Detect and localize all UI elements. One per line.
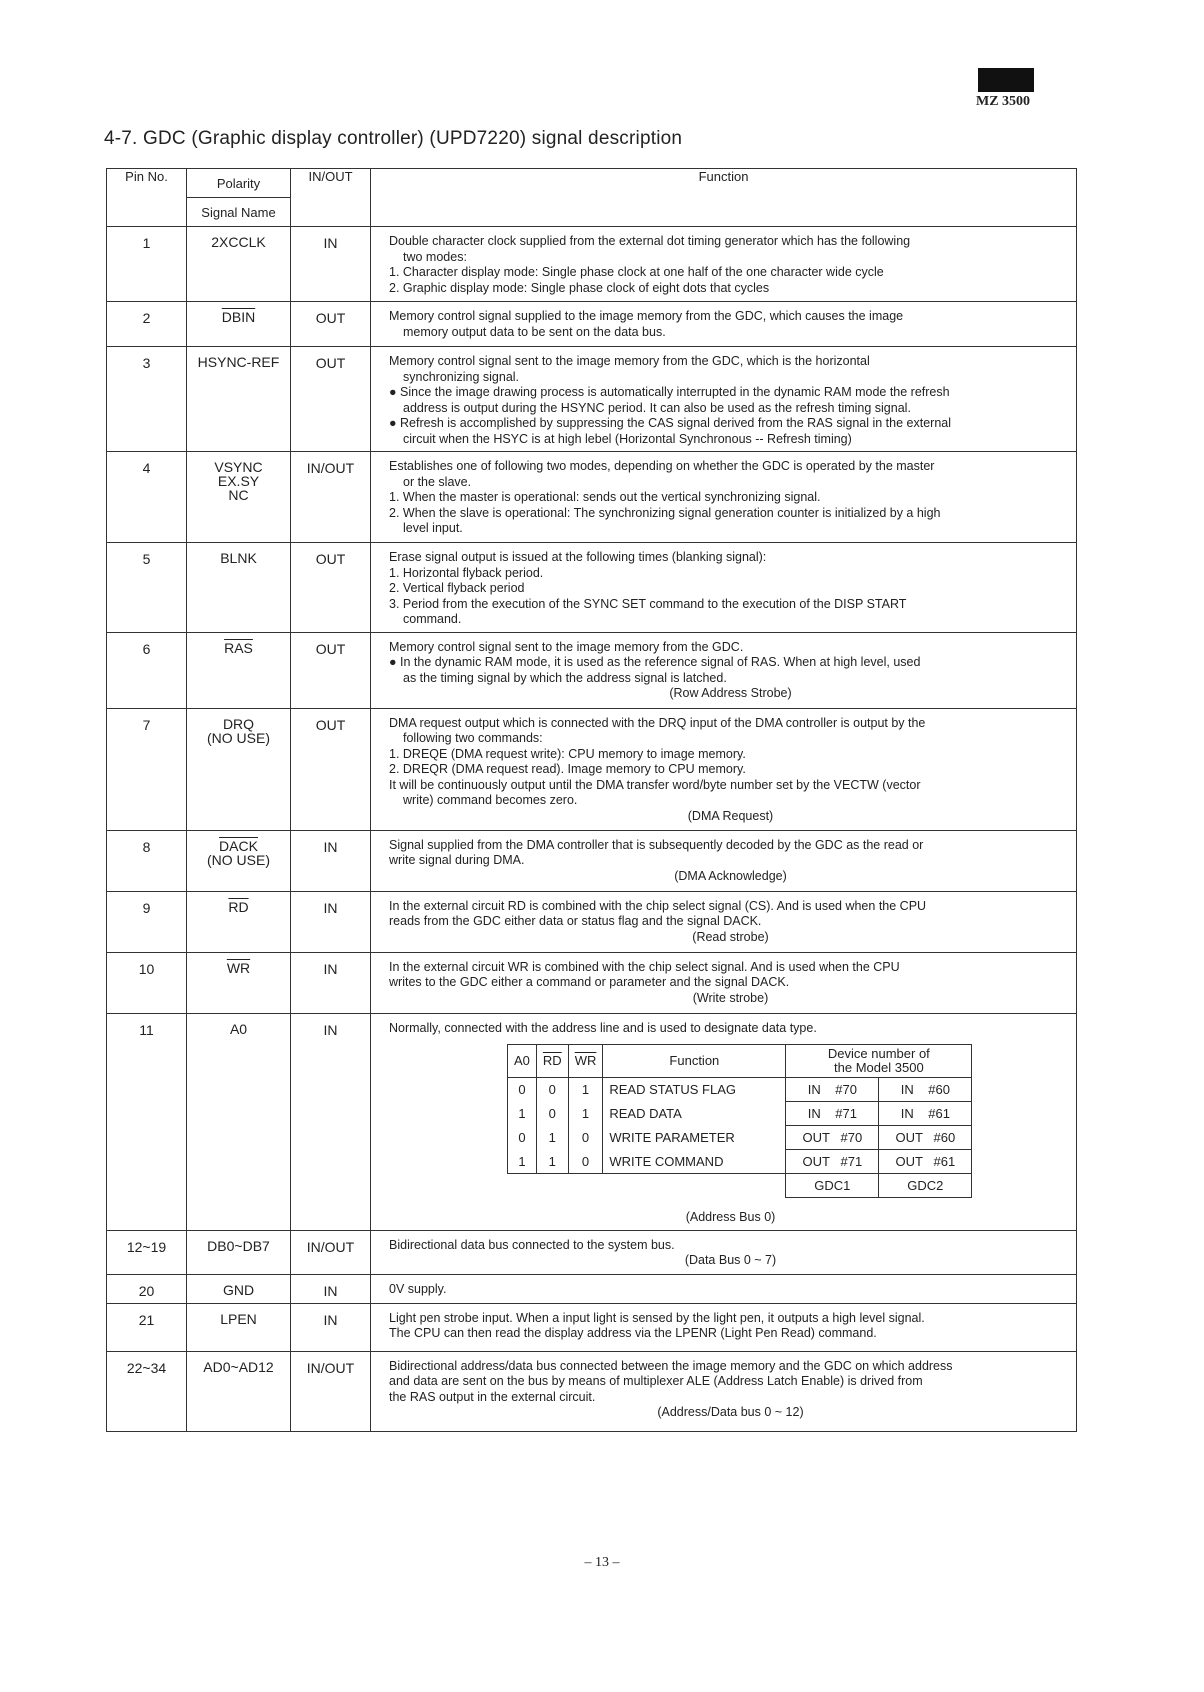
- signal-cell: [187, 708, 291, 830]
- sub-gdc2: OUT #61: [879, 1150, 972, 1174]
- function-cell: [371, 952, 1077, 1013]
- function-cell: [371, 347, 1077, 452]
- function-line: Signal supplied from the DMA controller that is subsequently decoded by the GDC as the read or: [389, 837, 924, 852]
- table-row: [107, 708, 1077, 830]
- function-cell: [371, 227, 1077, 302]
- pin-cell: 20: [107, 1274, 187, 1303]
- sub-row: [508, 1150, 972, 1174]
- model-label: MZ 3500: [976, 94, 1031, 109]
- section-title: 4-7. GDC (Graphic display controller) (UPD7220) signal description: [104, 128, 683, 149]
- signal-name: LPEN: [220, 1310, 257, 1327]
- signal-name: EX.SY: [217, 473, 260, 489]
- pin-cell: 11: [107, 1013, 187, 1230]
- signal-name: DACK: [219, 837, 258, 854]
- function-line: It will be continuously output until the DMA transfer word/byte number set by the VECTW (vector: [389, 777, 921, 792]
- table-row: [107, 830, 1077, 891]
- function-line: 2. Vertical flyback period: [389, 581, 525, 595]
- function-line: Bidirectional address/data bus connected between the image memory and the GDC on which address: [389, 1358, 953, 1373]
- table-row: [107, 227, 1077, 302]
- function-line: 2. DREQR (DMA request read). Image memory to CPU memory.: [389, 762, 746, 776]
- sub-wr: 0: [568, 1126, 603, 1150]
- sub-head-rd: $\overline{RD}$: [536, 1045, 568, 1078]
- io-cell: IN/OUT: [291, 1230, 371, 1274]
- function-line: writes to the GDC either a command or parameter and the signal DACK.: [389, 975, 790, 989]
- sub-head-device-l2: the Model 3500: [834, 1060, 924, 1075]
- sub-gdc2: IN #60: [879, 1078, 972, 1102]
- signal-cell: [187, 891, 291, 952]
- function-line: (Address Bus 0): [685, 1210, 776, 1224]
- pin-cell: 2: [107, 302, 187, 347]
- function-cell: [371, 891, 1077, 952]
- signal-cell: [187, 1230, 291, 1274]
- col-function: Function: [371, 169, 1077, 227]
- sub-row: [508, 1078, 972, 1102]
- signal-name: GND: [222, 1281, 255, 1298]
- function-line: Erase signal output is issued at the following times (blanking signal):: [389, 550, 767, 564]
- signal-name: $\overline{RAS}$: [224, 639, 253, 656]
- table-row: [107, 1351, 1077, 1431]
- function-line: The CPU can then read the display address via the LPENR (Light Pen Read) command.: [389, 1326, 877, 1340]
- function-line: Normally, connected with the address line and is used to designate data type.: [389, 1020, 817, 1035]
- function-line: Memory control signal sent to the image memory from the GDC.: [389, 639, 744, 654]
- signal-cell: [187, 227, 291, 302]
- function-line: and data are sent on the bus by means of multiplexer ALE (Address Latch Enable) is drived from: [389, 1374, 923, 1388]
- pin-cell: 3: [107, 347, 187, 452]
- signal-cell: [187, 952, 291, 1013]
- sub-row: [508, 1126, 972, 1150]
- signal-cell: [187, 347, 291, 452]
- sub-gdc2-label: GDC2: [879, 1174, 972, 1198]
- function-line: address is output during the HSYNC period. It can also be used as the refresh timing signal.: [403, 400, 911, 415]
- function-line: write) command becomes zero.: [403, 793, 578, 807]
- io-cell: IN: [291, 227, 371, 302]
- function-line: 0V supply.: [389, 1281, 447, 1296]
- function-line: as the timing signal by which the address signal is latched.: [403, 670, 727, 685]
- signal-name: DBIN: [221, 309, 256, 325]
- col-pin: Pin No.: [107, 169, 187, 227]
- io-cell: IN: [291, 1274, 371, 1303]
- io-cell: OUT: [291, 632, 371, 708]
- signal-name: BLNK: [220, 550, 257, 566]
- pin-cell: 1: [107, 227, 187, 302]
- sub-a0: 0: [508, 1078, 537, 1102]
- signal-cell: [187, 452, 291, 543]
- signal-name: (NO USE): [207, 851, 270, 868]
- signal-name: 2XCCLK: [211, 234, 266, 250]
- sub-wr: 1: [568, 1102, 603, 1126]
- sub-gdc2: OUT #60: [879, 1126, 972, 1150]
- function-line: (Row Address Strobe): [669, 686, 792, 700]
- function-line: ● Since the image drawing process is automatically interrupted in the dynamic RAM mode the refresh: [389, 385, 950, 399]
- table-row: [107, 891, 1077, 952]
- function-line: level input.: [403, 521, 463, 535]
- function-cell: [371, 1351, 1077, 1431]
- function-cell: [371, 302, 1077, 347]
- signal-cell: [187, 830, 291, 891]
- function-cell: [371, 1013, 1077, 1230]
- function-line: In the external circuit RD is combined with the chip select signal (CS). And is used when the CPU: [389, 898, 927, 913]
- col-polarity-signal: [187, 169, 291, 227]
- sub-row: [508, 1102, 972, 1126]
- function-line: 1. Horizontal flyback period.: [389, 565, 544, 580]
- sub-a0: 1: [508, 1150, 537, 1174]
- table-row: [107, 452, 1077, 543]
- sub-fn: READ DATA: [603, 1102, 786, 1126]
- function-line: two modes:: [403, 249, 467, 264]
- function-cell: [371, 543, 1077, 633]
- pin-cell: 5: [107, 543, 187, 633]
- sub-fn: WRITE PARAMETER: [603, 1126, 786, 1150]
- page-number: – 13 –: [584, 1555, 620, 1570]
- signal-name: A0: [229, 1020, 248, 1037]
- function-line: Light pen strobe input. When a input light is sensed by the light pen, it outputs a high level signal.: [389, 1310, 925, 1325]
- sub-fn: READ STATUS FLAG: [603, 1078, 786, 1102]
- io-cell: OUT: [291, 302, 371, 347]
- function-line: following two commands:: [403, 731, 543, 745]
- function-line: In the external circuit WR is combined with the chip select signal. And is used when the CPU: [389, 959, 900, 974]
- signal-cell: [187, 1013, 291, 1230]
- io-cell: IN/OUT: [291, 452, 371, 543]
- sub-head-a0: A0: [508, 1045, 537, 1078]
- signal-name: NC: [228, 487, 249, 503]
- table-row: [107, 543, 1077, 633]
- function-line: or the slave.: [403, 474, 472, 489]
- sub-a0: 1: [508, 1102, 537, 1126]
- function-line: Establishes one of following two modes, depending on whether the GDC is operated by the master: [389, 459, 935, 473]
- function-line: 1. DREQE (DMA request write): CPU memory to image memory.: [389, 746, 746, 761]
- function-line: ● Refresh is accomplished by suppressing the CAS signal derived from the RAS signal in the external: [389, 416, 951, 430]
- table-row: [107, 1230, 1077, 1274]
- sub-rd: 1: [536, 1126, 568, 1150]
- pin-cell: 21: [107, 1303, 187, 1351]
- pin-cell: 12~19: [107, 1230, 187, 1274]
- sub-fn: WRITE COMMAND: [603, 1150, 786, 1174]
- function-line: (Address/Data bus 0 ~ 12): [657, 1405, 804, 1419]
- table-row: [107, 347, 1077, 452]
- manual-badge: [978, 68, 1034, 92]
- sub-rd: 1: [536, 1150, 568, 1174]
- function-cell: [371, 632, 1077, 708]
- sub-wr: 1: [568, 1078, 603, 1102]
- function-line: Bidirectional data bus connected to the system bus.: [389, 1237, 675, 1252]
- function-line: (Data Bus 0 ~ 7): [684, 1253, 777, 1267]
- function-line: Memory control signal supplied to the image memory from the GDC, which causes the image: [389, 309, 904, 323]
- col-io: IN/OUT: [291, 169, 371, 227]
- table-row: [107, 1303, 1077, 1351]
- function-cell: [371, 830, 1077, 891]
- sub-gdc1: OUT #70: [786, 1126, 879, 1150]
- function-line: 2. Graphic display mode: Single phase clock of eight dots that cycles: [389, 280, 770, 295]
- sub-rd: 0: [536, 1102, 568, 1126]
- function-line: DMA request output which is connected with the DRQ input of the DMA controller is output by the: [389, 715, 926, 730]
- table-row: [107, 1013, 1077, 1230]
- io-cell: OUT: [291, 543, 371, 633]
- signal-cell: [187, 632, 291, 708]
- function-cell: [371, 1274, 1077, 1303]
- pin-cell: 10: [107, 952, 187, 1013]
- sub-rd: 0: [536, 1078, 568, 1102]
- sub-gdc1: OUT #71: [786, 1150, 879, 1174]
- io-cell: OUT: [291, 708, 371, 830]
- sub-head-function: Function: [603, 1045, 786, 1078]
- function-line: synchronizing signal.: [403, 369, 520, 384]
- function-line: 1. When the master is operational: sends out the vertical synchronizing signal.: [389, 490, 821, 504]
- sub-a0: 0: [508, 1126, 537, 1150]
- signal-name: (NO USE): [207, 729, 270, 746]
- io-cell: IN: [291, 1013, 371, 1230]
- function-line: the RAS output in the external circuit.: [389, 1389, 596, 1404]
- sub-gdc1: IN #70: [786, 1078, 879, 1102]
- sub-head-wr: $\overline{WR}$: [568, 1045, 603, 1078]
- function-cell: [371, 708, 1077, 830]
- signal-name: $\overline{RD}$: [228, 898, 249, 915]
- signal-cell: [187, 543, 291, 633]
- function-cell: [371, 1230, 1077, 1274]
- signal-name: VSYNC: [214, 459, 263, 475]
- signal-name: AD0~AD12: [203, 1358, 274, 1375]
- function-line: Memory control signal sent to the image memory from the GDC, which is the horizontal: [389, 354, 870, 368]
- io-cell: OUT: [291, 347, 371, 452]
- io-cell: IN: [291, 830, 371, 891]
- pin-cell: 6: [107, 632, 187, 708]
- function-cell: [371, 452, 1077, 543]
- table-row: [107, 952, 1077, 1013]
- pin-cell: 4: [107, 452, 187, 543]
- sub-head-device-l1: Device number of: [827, 1046, 930, 1061]
- sub-gdc2: IN #61: [879, 1102, 972, 1126]
- function-line: 1. Character display mode: Single phase clock at one half of the one character wide cycle: [389, 265, 884, 279]
- function-line: ● In the dynamic RAM mode, it is used as the reference signal of RAS. When at high level, used: [389, 655, 921, 669]
- pin-cell: 7: [107, 708, 187, 830]
- function-line: (DMA Acknowledge): [674, 868, 787, 883]
- signal-name: $\overline{WR}$: [226, 959, 251, 976]
- col-polarity: Polarity: [187, 169, 290, 198]
- signal-cell: [187, 1303, 291, 1351]
- signal-table: [106, 168, 1077, 1432]
- function-line: 3. Period from the execution of the SYNC SET command to the execution of the DISP START: [389, 596, 907, 611]
- table-row: [107, 1274, 1077, 1303]
- pin-cell: 8: [107, 830, 187, 891]
- io-cell: IN: [291, 1303, 371, 1351]
- function-line: reads from the GDC either data or status flag and the signal DACK.: [389, 914, 762, 928]
- io-cell: IN: [291, 891, 371, 952]
- signal-name: DRQ: [222, 715, 255, 732]
- function-line: (Read strobe): [692, 929, 769, 944]
- signal-name: HSYNC-REF: [197, 354, 280, 370]
- function-line: Double character clock supplied from the external dot timing generator which has the following: [389, 234, 911, 248]
- signal-cell: [187, 1274, 291, 1303]
- sub-head-device: [786, 1045, 972, 1078]
- function-line: command.: [403, 612, 462, 626]
- table-row: [107, 302, 1077, 347]
- table-row: [107, 632, 1077, 708]
- sub-gdc1: IN #71: [786, 1102, 879, 1126]
- function-line: (Write strobe): [692, 990, 769, 1005]
- signal-cell: [187, 1351, 291, 1431]
- function-line: memory output data to be sent on the data bus.: [403, 324, 666, 339]
- signal-name: DB0~DB7: [207, 1237, 270, 1254]
- sub-wr: 0: [568, 1150, 603, 1174]
- sub-gdc1-label: GDC1: [786, 1174, 879, 1198]
- col-signal: Signal Name: [201, 204, 276, 220]
- io-cell: IN/OUT: [291, 1351, 371, 1431]
- pin-cell: 9: [107, 891, 187, 952]
- function-line: (DMA Request): [687, 808, 774, 823]
- function-line: 2. When the slave is operational: The synchronizing signal generation counter is initialized by a high: [389, 505, 941, 520]
- function-line: write signal during DMA.: [389, 853, 525, 867]
- signal-cell: [187, 302, 291, 347]
- io-cell: IN: [291, 952, 371, 1013]
- address-table: [507, 1044, 972, 1198]
- function-cell: [371, 1303, 1077, 1351]
- function-line: circuit when the HSYC is at high lebel (Horizontal Synchronous -- Refresh timing): [403, 431, 852, 446]
- pin-cell: 22~34: [107, 1351, 187, 1431]
